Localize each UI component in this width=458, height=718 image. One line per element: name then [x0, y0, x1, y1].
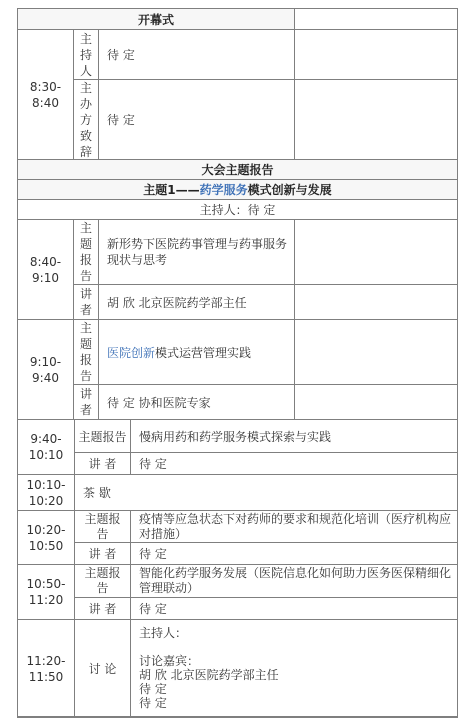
report-label [73, 219, 99, 285]
speaker-label [73, 384, 99, 420]
label-text: 讨 论 [88, 662, 117, 676]
slot-time [17, 419, 75, 475]
plenary-host-text: 主持人：待 定 [199, 203, 276, 217]
time-text: 8:30-8:40 [29, 79, 62, 110]
opening-speech-value [98, 79, 295, 160]
discussion-line: 讨论嘉宾： [139, 654, 200, 668]
speaker-label [73, 284, 99, 320]
time-text: 8:40-9:10 [29, 254, 62, 285]
opening-host-value [98, 29, 295, 80]
speaker-text: 待 定 协和医院专家 [107, 395, 211, 410]
opening-role-host [73, 29, 99, 80]
theme1-title [17, 179, 458, 200]
report-label [74, 564, 131, 598]
discussion-line: 待 定 [139, 682, 167, 696]
empty-cell [294, 219, 458, 285]
opening-time [17, 29, 74, 160]
report-text: 新形势下医院药事管理与药事服务现状与思考 [107, 237, 288, 267]
discussion-line: 待 定 [139, 696, 167, 710]
speaker-text: 待 定 [139, 457, 167, 471]
report-title [130, 564, 458, 598]
role-text: 主办方致辞 [79, 80, 92, 159]
speaker-label [74, 542, 131, 565]
opening-header-text: 开幕式 [137, 12, 174, 27]
empty-cell [294, 79, 458, 160]
slot-time [17, 219, 74, 320]
report-label [74, 510, 131, 543]
label-text: 主题报告 [79, 221, 92, 283]
report-title [98, 319, 295, 385]
plenary-header [17, 159, 458, 180]
speaker-text: 待 定 [139, 547, 167, 561]
empty-cell [294, 29, 458, 80]
label-text: 讲 者 [88, 547, 117, 561]
speaker-value [98, 284, 295, 320]
speaker-value [130, 542, 458, 565]
report-text: 智能化药学服务发展（医院信息化如何助力医务医保精细化管理联动） [139, 566, 452, 595]
opening-header [17, 8, 295, 30]
report-label [74, 419, 131, 453]
opening-role-speech [73, 79, 99, 160]
time-text: 10:10-10:20 [26, 477, 66, 508]
report-title [130, 510, 458, 543]
empty-cell [294, 8, 458, 30]
slot-time [17, 510, 75, 565]
speaker-text: 待 定 [139, 602, 167, 616]
label-text: 讲者 [79, 387, 92, 417]
tea-break [74, 474, 458, 511]
speaker-value [130, 597, 458, 620]
report-title [130, 419, 458, 453]
slot-time [17, 474, 75, 511]
role-text: 主持人 [79, 31, 92, 78]
theme-suffix: 模式创新与发展 [247, 183, 332, 197]
time-text: 9:40-10:10 [28, 432, 64, 462]
report-text: 慢病用药和药学服务模式探索与实践 [139, 429, 332, 444]
plenary-header-text: 大会主题报告 [201, 163, 274, 177]
speaker-value [98, 384, 295, 420]
time-text: 10:20-10:50 [26, 522, 66, 553]
slot-time [17, 564, 75, 620]
discussion-line: 主持人： [139, 626, 188, 640]
label-text: 主题报告 [84, 511, 121, 541]
content-text: 待 定 [107, 48, 135, 62]
empty-cell [294, 319, 458, 385]
discussion-line [139, 640, 457, 654]
discussion-line: 胡 欣 北京医院药学部主任 [139, 668, 279, 682]
time-text: 9:10-9:40 [29, 354, 62, 385]
break-text: 茶 歇 [83, 486, 111, 500]
content-text: 待 定 [107, 113, 135, 127]
speaker-value [130, 452, 458, 475]
theme-link[interactable]: 药学服务 [199, 183, 248, 197]
table-bottom-border [17, 716, 458, 717]
slot-time [17, 319, 74, 420]
label-text: 讲者 [79, 287, 92, 317]
report-link[interactable]: 医院创新 [107, 345, 156, 360]
report-text: 模式运营管理实践 [155, 345, 252, 360]
report-label [73, 319, 99, 385]
empty-cell [294, 384, 458, 420]
label-text: 主题报告 [79, 321, 92, 383]
speaker-label [74, 597, 131, 620]
report-text: 疫情等应急状态下对药师的要求和规范化培训（医疗机构应对措施） [139, 511, 452, 541]
theme-prefix: 主题1—— [143, 183, 200, 197]
plenary-host [17, 199, 458, 220]
empty-cell [294, 284, 458, 320]
time-text: 10:50-11:20 [26, 577, 66, 607]
speaker-label [74, 452, 131, 475]
slot-time [17, 619, 75, 718]
label-text: 讲 者 [88, 602, 117, 616]
discussion-details [130, 619, 458, 718]
speaker-text: 胡 欣 北京医院药学部主任 [107, 295, 247, 310]
report-title [98, 219, 295, 285]
label-text: 主题报告 [84, 566, 121, 595]
label-text: 讲 者 [88, 457, 117, 471]
label-text: 主题报告 [78, 429, 127, 444]
time-text: 11:20-11:50 [26, 653, 66, 684]
discussion-label [74, 619, 131, 718]
